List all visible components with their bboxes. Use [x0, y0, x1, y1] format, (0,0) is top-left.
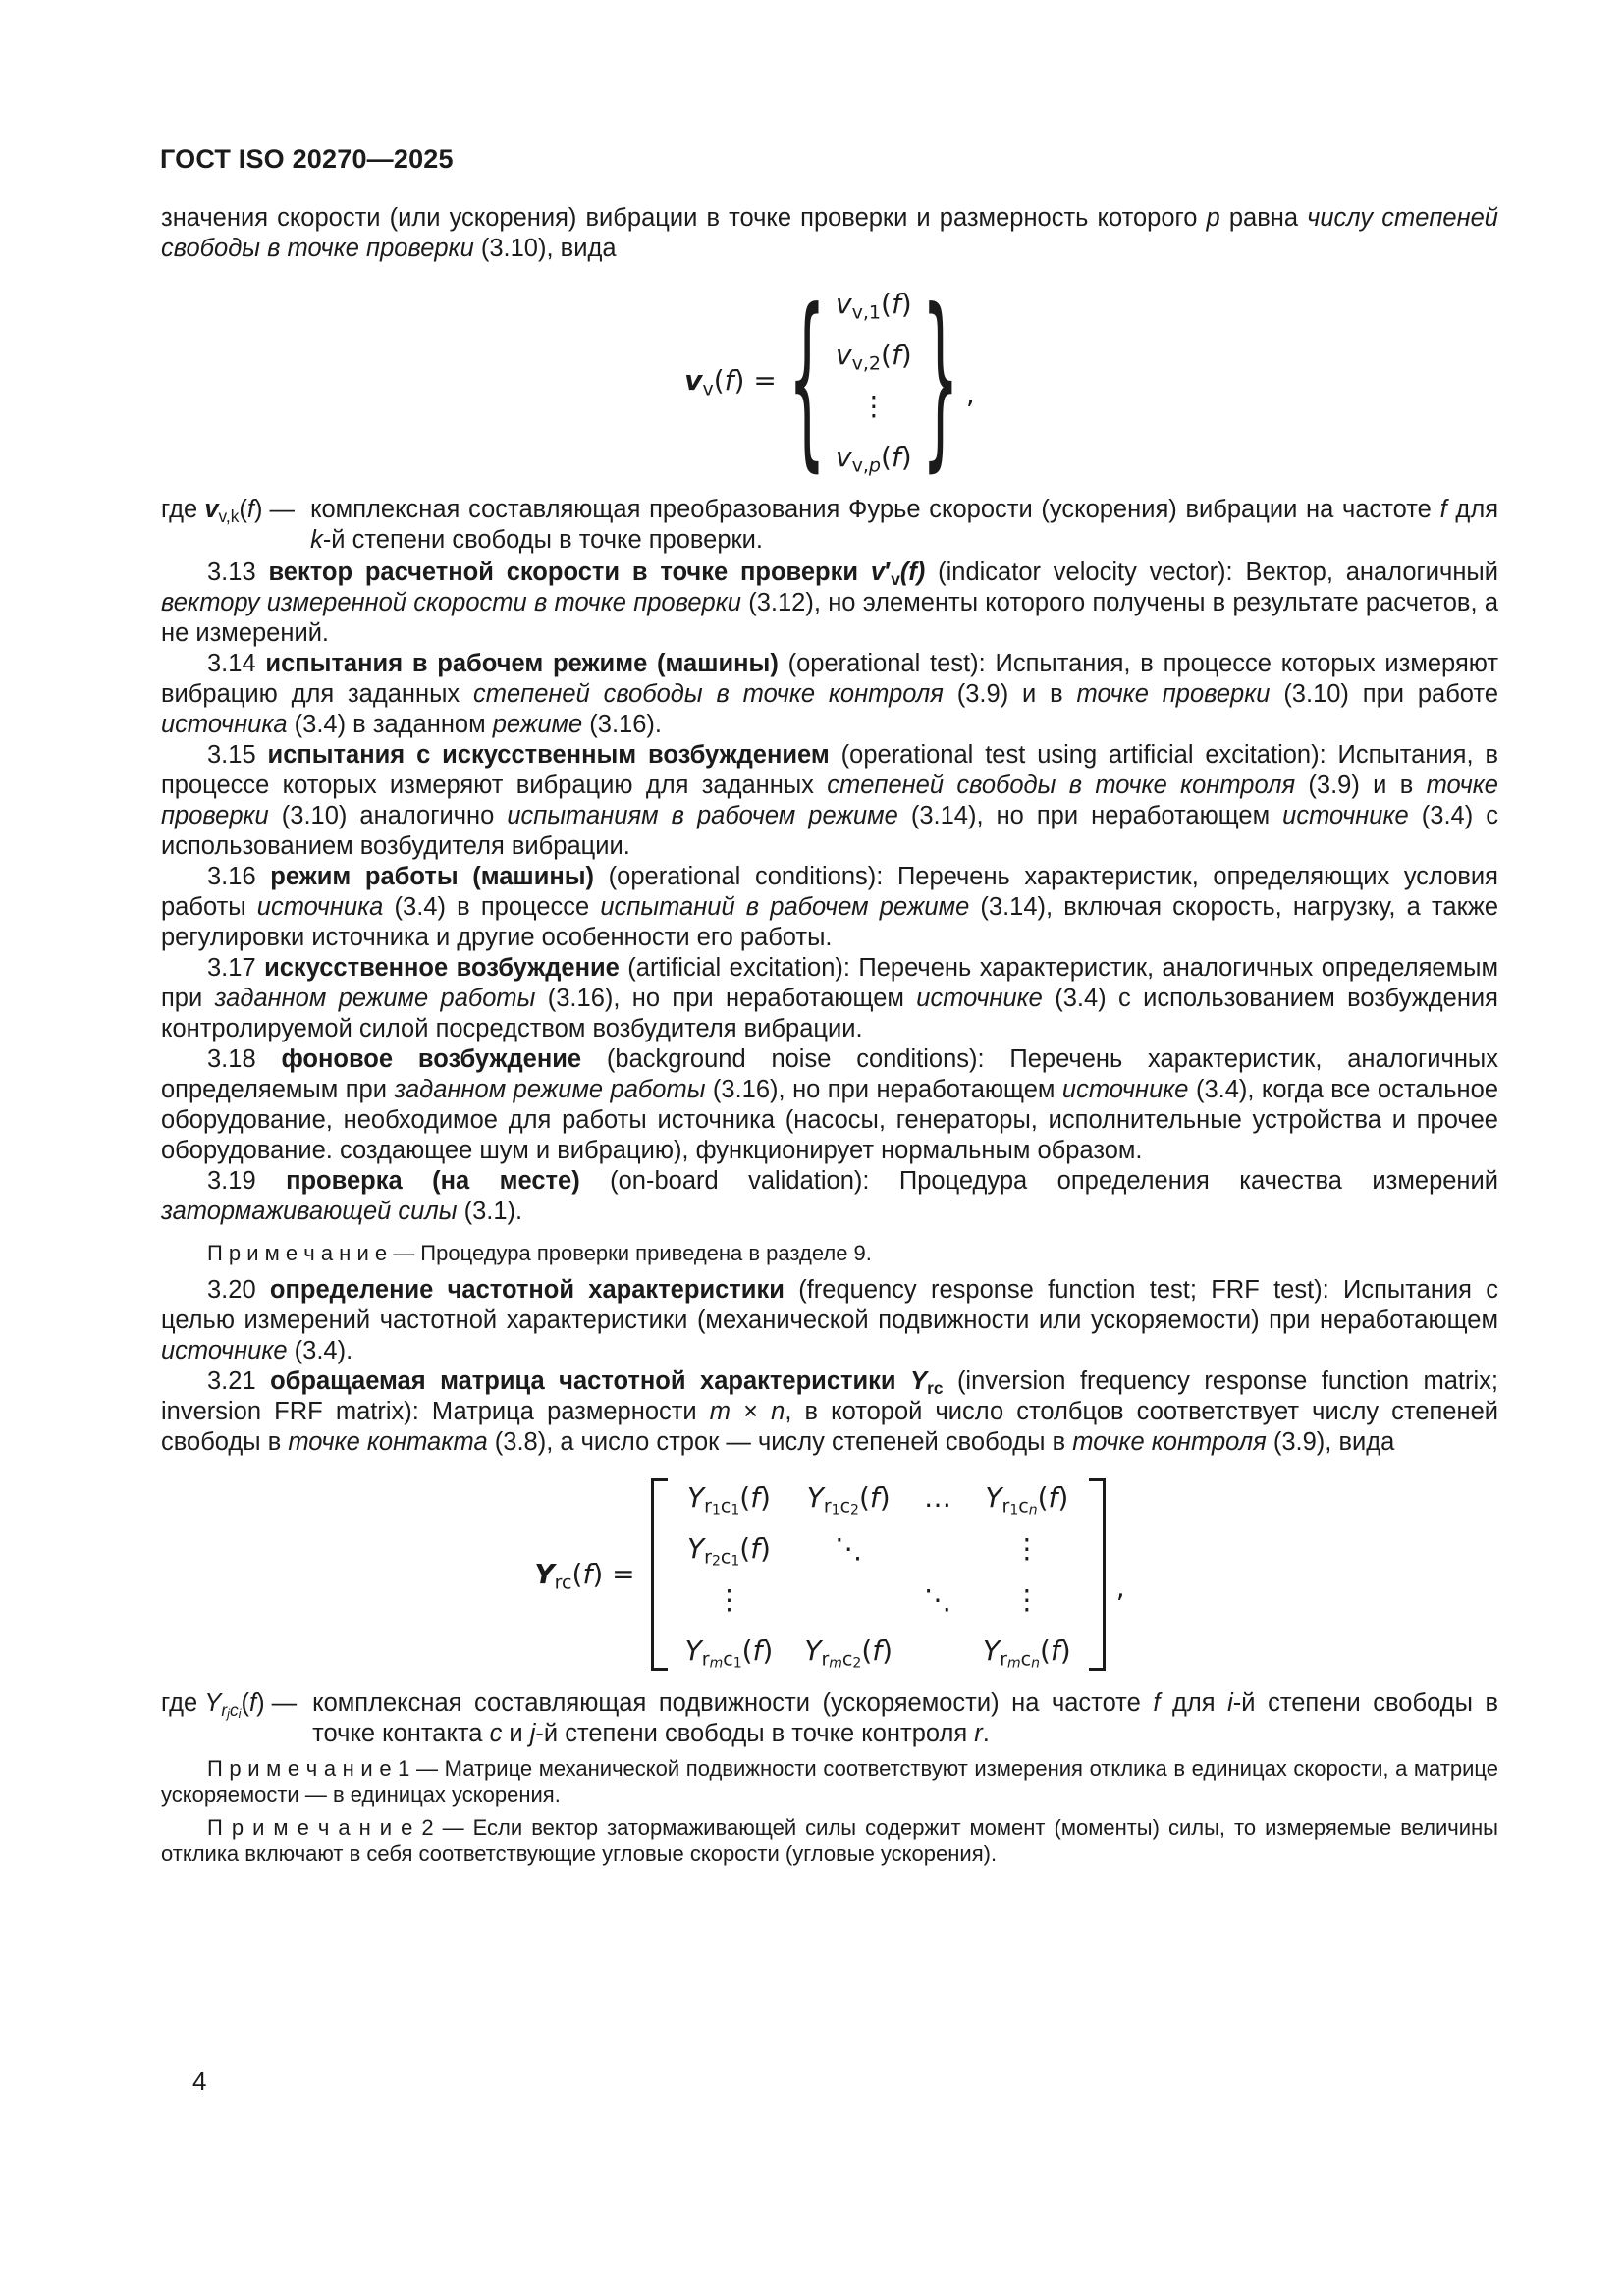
- text-run: ⋮: [859, 390, 888, 422]
- text-run: ): [256, 1689, 265, 1717]
- text-run: ): [900, 339, 912, 371]
- text-run: вектору измеренной скорости в точке проверки: [161, 589, 741, 616]
- note-1: [161, 1755, 1498, 1808]
- text-run: (: [861, 1634, 873, 1667]
- text-run: (3.9) и в: [956, 680, 1077, 708]
- text-run: (: [739, 1532, 751, 1565]
- text-run: f: [752, 1634, 763, 1667]
- text-run: .: [982, 1720, 990, 1747]
- matrix-cell: [908, 1472, 967, 1523]
- text-run: ): [592, 1558, 604, 1590]
- text-run: f: [891, 339, 901, 371]
- text-run: —: [264, 1689, 298, 1717]
- section-3-18: [161, 1044, 1498, 1166]
- matrix-row: [828, 279, 920, 330]
- text-run: (3.4).: [294, 1337, 353, 1364]
- text-run: испытания с искусственным возбуждением: [267, 741, 841, 769]
- vector-elements: [828, 279, 920, 483]
- text-run: f: [582, 1558, 593, 1590]
- text-run: ): [900, 441, 912, 473]
- text-run: числу степеней свободы в точке проверки: [161, 204, 1498, 262]
- section-3-17: [161, 953, 1498, 1044]
- matrix-cell: [788, 1575, 908, 1626]
- text-run: 3.18: [207, 1045, 282, 1073]
- formula-lhs: [534, 1558, 635, 1594]
- text-run: rc: [554, 1572, 572, 1594]
- text-run: r: [974, 1720, 983, 1747]
- text-run: c: [1018, 1495, 1029, 1518]
- text-run: 3.19: [207, 1167, 287, 1195]
- text-run: -й степени свободы в точке проверки.: [322, 526, 763, 554]
- text-run: равна: [1219, 204, 1308, 232]
- text-run: Y: [687, 1532, 705, 1565]
- text-run: точке контакта: [288, 1428, 495, 1456]
- text-run: ⋮: [1012, 1532, 1041, 1565]
- text-run: обращаемая матрица частотной характеристики: [270, 1367, 911, 1395]
- matrix-row: [670, 1472, 1087, 1523]
- text-run: режим работы (машины): [270, 863, 609, 890]
- text-run: вектор расчетной скорости в точке проверки: [268, 559, 871, 586]
- text-run: =: [603, 1558, 635, 1590]
- text-run: -й степени свободы в точке контроля: [535, 1720, 975, 1747]
- formula-comma: ,: [1115, 1572, 1125, 1604]
- text-run: заданном режиме работы: [214, 985, 548, 1012]
- where-label: [161, 1688, 297, 1719]
- text-run: 3.13: [207, 559, 269, 586]
- text-run: 2: [852, 1655, 862, 1672]
- text-run: (: [1037, 1481, 1049, 1514]
- text-run: где: [161, 1689, 205, 1717]
- text-run: n: [771, 1398, 785, 1425]
- text-run: (3.9) и в: [1308, 772, 1427, 799]
- text-run: для: [1446, 496, 1499, 523]
- matrix-cell: [828, 381, 920, 432]
- text-run: режиме: [492, 711, 590, 738]
- text-run: (3.4) с использованием возбуждения контролируемой силой посредством возбудителя вибрации.: [161, 985, 1498, 1042]
- text-run: f: [869, 1481, 880, 1514]
- matrix-cell: [967, 1626, 1087, 1677]
- text-run: (: [741, 1634, 753, 1667]
- text-run: (background noise conditions): Перечень характеристик, аналогичных определяемым при: [161, 1045, 1498, 1103]
- where-label: [161, 495, 295, 525]
- text-run: (3.16), но при неработающем: [547, 985, 917, 1012]
- text-run: (inversion frequency response function matrix; inversion FRF matrix): Матрица размерности: [161, 1367, 1499, 1425]
- text-run: v,: [218, 506, 231, 526]
- text-run: i: [1227, 1689, 1233, 1717]
- text-run: f: [1153, 1689, 1161, 1717]
- text-run: (: [1039, 1634, 1051, 1667]
- text-run: r: [1001, 1495, 1010, 1518]
- text-run: затормаживающей силы: [161, 1198, 464, 1225]
- matrix-cell: [967, 1575, 1087, 1626]
- text-run: 3.17: [207, 954, 265, 982]
- matrix-row: [828, 432, 920, 483]
- text-run: (3.4) в заданном: [294, 711, 493, 738]
- text-run: c: [720, 1546, 731, 1569]
- text-run: r: [221, 1699, 228, 1720]
- text-run: (: [880, 441, 892, 473]
- text-run: ): [1057, 1481, 1069, 1514]
- text-run: и: [502, 1720, 530, 1747]
- text-run: f: [248, 1689, 257, 1717]
- text-run: 1: [731, 1502, 740, 1519]
- text-run: испытаниям в рабочем режиме: [507, 802, 911, 829]
- text-run: П р и м е ч а н и е 2 — Если вектор затормаживающей силы содержит момент (моменты) силы, то измеряемые величины отклика включают в себя соответствующие угловые скорости (угловые ускорения).: [161, 1815, 1498, 1866]
- section-3-13: [161, 558, 1498, 649]
- text-run: v: [870, 559, 886, 586]
- text-run: ): [762, 1634, 774, 1667]
- open-brace: {: [787, 271, 826, 491]
- matrix-cell: [670, 1523, 789, 1575]
- text-run: Y: [983, 1634, 1001, 1667]
- text-run: k: [230, 506, 240, 526]
- text-run: Y: [204, 1689, 222, 1717]
- matrix-row: [670, 1575, 1087, 1626]
- text-run: (operational conditions): Перечень характеристик, определяющих условия работы: [161, 863, 1498, 921]
- section-3-21: [161, 1366, 1498, 1458]
- text-run: источнике: [1061, 1076, 1196, 1103]
- matrix-cell: [828, 330, 920, 381]
- text-run: проверка (на месте): [286, 1167, 611, 1195]
- text-run: заданном режиме работы: [394, 1076, 713, 1103]
- text-run: (3.4) в процессе: [394, 893, 601, 921]
- text-run: 3.14: [207, 650, 266, 677]
- text-run: i: [238, 1706, 242, 1721]
- text-run: f: [891, 288, 901, 320]
- text-run: n: [1031, 1655, 1040, 1672]
- text-run: ⋱: [835, 1532, 863, 1565]
- matrix-cell: [670, 1626, 789, 1677]
- text-run: П р и м е ч а н и е 1 — Матрице механической подвижности соответствуют измерения отклика в единицах скорости, а матрице ускоряемости — в единицах ускорения.: [161, 1756, 1498, 1807]
- matrix-cell: [828, 432, 920, 483]
- text-run: ): [882, 1634, 893, 1667]
- matrix-row: [670, 1626, 1087, 1677]
- note-2: [161, 1814, 1498, 1867]
- text-run: (: [881, 339, 892, 371]
- text-run: (operational test using artificial excitation): Испытания, в процессе которых измеряют вибрацию для заданных: [161, 741, 1498, 799]
- note-validation: [161, 1240, 1498, 1266]
- text-run: комплексная составляющая преобразования Фурье скорости (ускорения) вибрации на частоте: [310, 496, 1440, 523]
- text-run: (: [713, 364, 725, 397]
- text-run: Y: [687, 1481, 705, 1514]
- section-3-19: [161, 1166, 1498, 1227]
- text-run: 2: [850, 1502, 859, 1519]
- text-run: Y: [804, 1634, 822, 1667]
- text-run: точке проверки: [1076, 680, 1284, 708]
- text-run: определение частотной характеристики: [269, 1276, 799, 1304]
- text-run: ⋱: [924, 1583, 952, 1616]
- text-run: c: [720, 1495, 731, 1518]
- text-run: (3.10), вида: [473, 235, 617, 262]
- text-run: (3.12), но элементы которого получены в результате расчетов, а не измерений.: [161, 589, 1499, 647]
- text-run: (3.16).: [589, 711, 662, 738]
- text-run: (3.4), когда все остальное оборудование, необходимое для работы источника (насосы, генераторы, исполнительные устройства и прочее оборудование. создающее шум и вибрацию), функционирует нормальным образом.: [161, 1076, 1498, 1164]
- where-clause-2: [161, 1688, 1498, 1749]
- formula-lhs: [684, 364, 777, 400]
- text-run: источника: [161, 711, 295, 738]
- text-run: источнике: [916, 985, 1056, 1012]
- text-run: точке проверки: [161, 772, 1498, 829]
- text-run: m: [1006, 1655, 1021, 1672]
- text-run: (3.14), но при неработающем: [910, 802, 1283, 829]
- text-run: (3.9), вида: [1272, 1428, 1395, 1456]
- text-run: (: [881, 288, 892, 320]
- text-run: c: [1020, 1648, 1032, 1671]
- text-run: m: [829, 1655, 842, 1672]
- matrix-row: [828, 330, 920, 381]
- text-run: 1: [711, 1502, 721, 1519]
- text-run: j: [227, 1706, 230, 1721]
- text-run: источника: [256, 893, 395, 921]
- text-run: ): [879, 1481, 891, 1514]
- text-run: фоновое возбуждение: [281, 1045, 607, 1073]
- matrix-row: [670, 1523, 1087, 1575]
- text-run: 2: [711, 1553, 721, 1570]
- content-area: [161, 203, 1498, 1869]
- matrix-cell: [908, 1523, 967, 1575]
- text-run: r: [701, 1648, 710, 1671]
- matrix-bracket-right: [1089, 1478, 1106, 1671]
- text-run: v: [836, 339, 852, 371]
- text-run: (artificial excitation): Перечень характеристик, аналогичных определяемым при: [161, 954, 1499, 1012]
- text-run: (: [239, 496, 247, 523]
- text-run: ′: [885, 559, 892, 586]
- where-clause-1: [161, 495, 1498, 556]
- text-run: 3.20: [207, 1276, 270, 1304]
- text-run: v: [684, 364, 703, 397]
- where-body: [312, 1688, 1498, 1749]
- text-run: степеней свободы в точке контроля: [472, 680, 957, 708]
- text-run: =: [744, 364, 777, 397]
- text-run: p: [1206, 204, 1220, 232]
- text-run: v,1: [851, 301, 881, 324]
- matrix-cell: [788, 1472, 908, 1523]
- text-run: (3.4) с использованием возбудителя вибрации.: [161, 802, 1498, 860]
- text-run: (: [739, 1481, 751, 1514]
- text-run: f: [1439, 496, 1447, 523]
- text-run: v,: [851, 454, 869, 477]
- text-run: ): [900, 288, 912, 320]
- matrix-cell: [670, 1575, 789, 1626]
- text-run: …: [924, 1481, 952, 1514]
- text-run: v,2: [851, 352, 881, 375]
- matrix-cell: [908, 1575, 967, 1626]
- text-run: j: [529, 1720, 536, 1747]
- text-run: источнике: [161, 1337, 295, 1364]
- text-run: Y: [910, 1367, 928, 1395]
- section-3-20: [161, 1275, 1498, 1366]
- text-run: ): [760, 1481, 771, 1514]
- text-run: m: [709, 1655, 724, 1672]
- text-run: f: [891, 441, 901, 473]
- text-run: точке контроля: [1072, 1428, 1273, 1456]
- text-run: (frequency response function test; FRF test): Испытания с целью измерений частотной характеристики (механической подвижности или ускоряемости) при неработающем: [161, 1276, 1499, 1334]
- text-run: -й степени свободы в точке контакта: [312, 1689, 1498, 1747]
- text-run: (3.10) аналогично: [281, 802, 508, 829]
- text-run: (3.8), а число строк — числу степеней свободы в: [494, 1428, 1073, 1456]
- text-run: 1: [831, 1502, 840, 1519]
- matrix-cell: [828, 279, 920, 330]
- matrix-row: [828, 381, 920, 432]
- text-run: v: [702, 378, 714, 400]
- text-run: где: [161, 496, 205, 523]
- section-3-16: [161, 862, 1498, 953]
- section-3-14: [161, 649, 1498, 740]
- where-body: [310, 495, 1498, 556]
- text-run: ×: [731, 1398, 772, 1425]
- text-run: ⋮: [715, 1583, 743, 1616]
- text-run: f: [1050, 1634, 1060, 1667]
- text-run: (operational test): Испытания, в процессе которых измеряют вибрацию для заданных: [161, 650, 1498, 708]
- text-run: испытаний в рабочем режиме: [600, 893, 981, 921]
- text-run: 3.16: [207, 863, 271, 890]
- text-run: Y: [684, 1634, 702, 1667]
- text-run: , в которой число столбцов соответствует числу степеней свободы в: [161, 1398, 1498, 1456]
- text-run: (indicator velocity vector): Вектор, аналогичный: [925, 559, 1498, 586]
- text-run: 3.21: [207, 1367, 271, 1395]
- text-run: f: [246, 496, 254, 523]
- intro-paragraph: [161, 203, 1498, 264]
- text-run: (: [241, 1689, 249, 1717]
- text-run: f: [872, 1634, 883, 1667]
- text-run: v: [836, 288, 852, 320]
- text-run: c: [841, 1648, 853, 1671]
- text-run: r: [821, 1648, 830, 1671]
- matrix-cell: [788, 1626, 908, 1677]
- text-run: m: [709, 1398, 731, 1425]
- page-header: ГОСТ ISO 20270—2025: [160, 144, 454, 174]
- text-run: искусственное возбуждение: [264, 954, 628, 982]
- text-run: r: [704, 1495, 712, 1518]
- matrix-cell: [670, 1472, 789, 1523]
- matrix-elements: [670, 1472, 1087, 1677]
- text-run: v: [204, 496, 219, 523]
- text-run: k: [310, 526, 323, 554]
- text-run: источнике: [1282, 802, 1422, 829]
- text-run: r: [704, 1546, 712, 1569]
- text-run: ): [733, 364, 745, 397]
- text-run: для: [1160, 1689, 1228, 1717]
- text-run: Y: [985, 1481, 1002, 1514]
- text-run: ): [1059, 1634, 1071, 1667]
- text-run: v: [836, 441, 852, 473]
- formula-frf-matrix: [161, 1472, 1498, 1677]
- matrix-cell: [967, 1472, 1087, 1523]
- matrix-cell: [967, 1523, 1087, 1575]
- text-run: (3.1).: [463, 1198, 523, 1225]
- text-run: f: [1048, 1481, 1058, 1514]
- text-run: ⋮: [1012, 1583, 1041, 1616]
- text-run: c: [839, 1495, 851, 1518]
- text-run: (on-board validation): Процедура определения качества измерений: [610, 1167, 1499, 1195]
- text-run: ): [253, 496, 263, 523]
- text-run: n: [1028, 1502, 1038, 1519]
- matrix-cell: [908, 1626, 967, 1677]
- text-run: —: [262, 496, 296, 523]
- text-run: испытания в рабочем режиме (машины): [265, 650, 788, 677]
- page-number: 4: [192, 2066, 207, 2096]
- text-run: Y: [806, 1481, 824, 1514]
- text-run: f: [724, 364, 734, 397]
- text-run: c: [489, 1720, 503, 1747]
- text-run: f: [750, 1481, 761, 1514]
- text-run: комплексная составляющая подвижности (ускоряемости) на частоте: [312, 1689, 1154, 1717]
- matrix-bracket-left: [651, 1478, 668, 1671]
- section-3-15: [161, 740, 1498, 862]
- formula-comma: ,: [965, 378, 975, 410]
- text-run: p: [868, 454, 881, 477]
- text-run: ): [760, 1532, 771, 1565]
- formula-velocity-vector: [161, 271, 1498, 491]
- text-run: (3.10) при работе: [1283, 680, 1498, 708]
- text-run: c: [229, 1699, 239, 1720]
- text-run: значения скорости (или ускорения) вибрации в точке проверки и размерность которого: [161, 204, 1207, 232]
- close-brace: }: [921, 271, 959, 491]
- matrix-cell: [788, 1523, 908, 1575]
- text-run: f: [750, 1532, 761, 1565]
- text-run: Y: [534, 1558, 555, 1590]
- text-run: (3.16), но при неработающем: [712, 1076, 1062, 1103]
- text-run: (f): [899, 559, 926, 586]
- text-run: v: [891, 568, 900, 589]
- text-run: 3.15: [207, 741, 268, 769]
- text-run: (: [571, 1558, 583, 1590]
- text-run: 1: [731, 1553, 740, 1570]
- text-run: r: [1000, 1648, 1007, 1671]
- text-run: (: [858, 1481, 870, 1514]
- text-run: c: [723, 1648, 733, 1671]
- text-run: П р и м е ч а н и е — Процедура проверки приведена в разделе 9.: [207, 1241, 872, 1265]
- text-run: rc: [927, 1377, 944, 1398]
- text-run: 1: [732, 1655, 742, 1672]
- text-run: (3.14), включая скорость, нагрузку, а также регулировки источника и другие особенности его работы.: [161, 893, 1499, 951]
- text-run: степеней свободы в точке контроля: [827, 772, 1309, 799]
- text-run: 1: [1009, 1502, 1019, 1519]
- text-run: r: [823, 1495, 832, 1518]
